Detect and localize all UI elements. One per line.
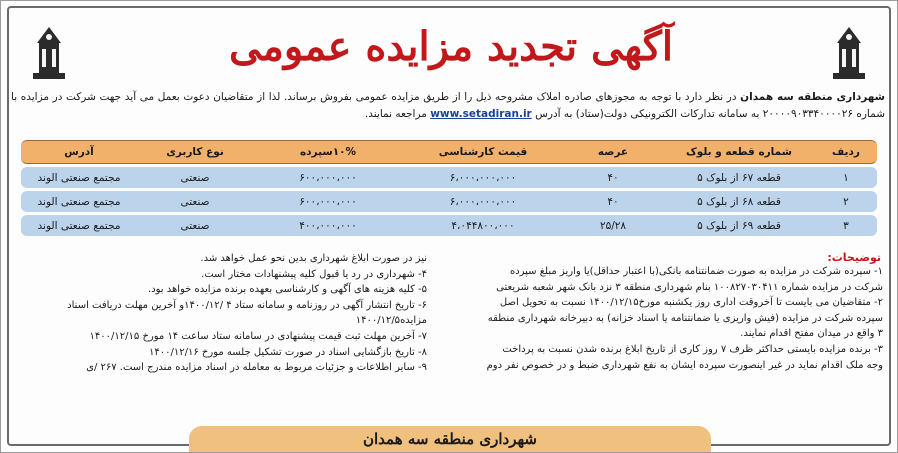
page-title: آگهی تجدید مزایده عمومی — [229, 23, 673, 70]
auction-table — [21, 137, 877, 239]
organization-name: شهرداری منطقه سه همدان — [740, 91, 885, 103]
note-line: ۸- تاریخ بازگشایی اسناد در صورت تشکیل جلسه مورخ ۱۴۰۰/۱۲/۱۶ — [149, 346, 427, 358]
cell-plot-block: قطعه ۶۷ از بلوک ۵ — [663, 167, 815, 188]
cell-address: مجتمع صنعتی الوند — [21, 191, 137, 212]
note-line: نیز در صورت ابلاغ شهرداری بدین نحو عمل خواهد شد. — [200, 253, 427, 264]
note-line: ۳- برنده مزایده بایستی حداکثر ظرف ۷ روز کاری از تاریخ ابلاغ برنده شدن نسبت به پرداخت — [502, 343, 883, 355]
col-deposit: ۱۰%سپرده — [253, 140, 403, 164]
cell-plot-block: قطعه ۶۹ از بلوک ۵ — [663, 215, 815, 236]
note-line: سپرده شرکت در مزایده (فیش واریزی یا ضمانتنامه یا اسناد خزانه) به دبیرخانه شهرداری منطقه — [487, 312, 883, 324]
setadiran-link[interactable]: www.setadiran.ir — [430, 108, 532, 120]
cell-row-number: ۱ — [815, 167, 877, 188]
cell-usage: صنعتی — [137, 167, 253, 188]
note-line: ۴- شهرداری در رد یا قبول کلیه پیشنهادات مختار است. — [201, 268, 427, 280]
notes-title: توضیحات: — [827, 251, 881, 264]
notes-column-left — [15, 251, 427, 376]
table-row — [21, 191, 877, 212]
footer-banner: شهرداری منطقه سه همدان — [189, 426, 711, 452]
note-line: مزایده۱۴۰۰/۱۲/۵ — [355, 315, 427, 327]
cell-area: ۲۵/۲۸ — [563, 215, 663, 236]
col-appraised-price: قیمت کارشناسی — [403, 140, 563, 164]
note-line: ۷- آخرین مهلت ثبت قیمت پیشنهادی در سامانه ستاد ساعت ۱۴ مورخ ۱۴۰۰/۱۲/۱۵ — [89, 330, 427, 342]
note-line: ۹- سایر اطلاعات و جزئیات مربوط به معامله در اسناد مزایده مندرج است. ۲۶۷ /ی — [86, 362, 427, 374]
table-row — [21, 215, 877, 236]
note-line: ۵- کلیه هزینه های آگهی و کارشناسی بعهده برنده مزایده خواهد بود. — [147, 284, 427, 296]
note-line: شرکت در مزایده شماره ۱۰۰۸۲۷۰۳۰۴۱۱ بنام شهرداری منطقه ۳ نزد بانک شهر شعبه شریعتی — [496, 281, 883, 293]
cell-usage: صنعتی — [137, 215, 253, 236]
intro-text: در نظر دارد با توجه به مجوزهای صادره املاک مشروحه ذیل را از طریق مزایده عمومی بفروش برساند. لذا از متقاضیان دعوت بعمل می آید جهت شرکت در مزایده با شماره ۲۰۰۰۰۹۰۳۳۴۰۰۰۰۲۶ به سامانه تدارکات الکترونیکی دولت(ستاد) به آدرس — [11, 91, 885, 120]
col-usage: نوع کاربری — [137, 140, 253, 164]
cell-area: ۴۰ — [563, 167, 663, 188]
cell-address: مجتمع صنعتی الوند — [21, 167, 137, 188]
municipality-emblem-icon — [27, 23, 71, 83]
cell-deposit: ۴۰۰،۰۰۰،۰۰۰ — [253, 215, 403, 236]
col-address: آدرس — [21, 140, 137, 164]
table-header-row — [21, 140, 877, 164]
note-line: ۳ واقع در میدان مفتح اقدام نمایند. — [740, 328, 883, 340]
table-row — [21, 167, 877, 188]
cell-appraised-price: ۶،۰۰۰،۰۰۰،۰۰۰ — [403, 167, 563, 188]
notes-column-right — [431, 264, 883, 373]
cell-appraised-price: ۴،۰۴۴۸۰۰،۰۰۰ — [403, 215, 563, 236]
note-line: وجه ملک اقدام نماید در غیر اینصورت سپرده ایشان به نفع شهرداری ضبط و در خصوص نفر دوم — [486, 359, 883, 371]
cell-row-number: ۳ — [815, 215, 877, 236]
intro-text-end: مراجعه نمایند. — [364, 108, 431, 120]
cell-row-number: ۲ — [815, 191, 877, 212]
col-row-number: ردیف — [815, 140, 877, 164]
note-line: ۲- متقاضیان می بایست تا آخروقت اداری روز یکشنبه مورخ۱۴۰۰/۱۲/۱۵ نسبت به تحویل اصل — [499, 297, 883, 309]
cell-address: مجتمع صنعتی الوند — [21, 215, 137, 236]
cell-deposit: ۶۰۰،۰۰۰،۰۰۰ — [253, 167, 403, 188]
cell-deposit: ۶۰۰،۰۰۰،۰۰۰ — [253, 191, 403, 212]
col-area: عرصه — [563, 140, 663, 164]
cell-area: ۴۰ — [563, 191, 663, 212]
municipality-emblem-icon — [827, 23, 871, 83]
note-line: ۱- سپرده شرکت در مزایده به صورت ضمانتنامه بانکی(با اعتبار حداقل)یا واریز مبلغ سپرده — [509, 266, 883, 277]
cell-plot-block: قطعه ۶۸ از بلوک ۵ — [663, 191, 815, 212]
note-line: ۶- تاریخ انتشار آگهی در روزنامه و سامانه ستاد ۴ /۱۴۰۰/۱۲و آخرین مهلت دریافت اسناد — [67, 299, 427, 311]
cell-appraised-price: ۶،۰۰۰،۰۰۰،۰۰۰ — [403, 191, 563, 212]
cell-usage: صنعتی — [137, 191, 253, 212]
col-plot-block: شماره قطعه و بلوک — [663, 140, 815, 164]
intro-paragraph — [11, 89, 885, 123]
